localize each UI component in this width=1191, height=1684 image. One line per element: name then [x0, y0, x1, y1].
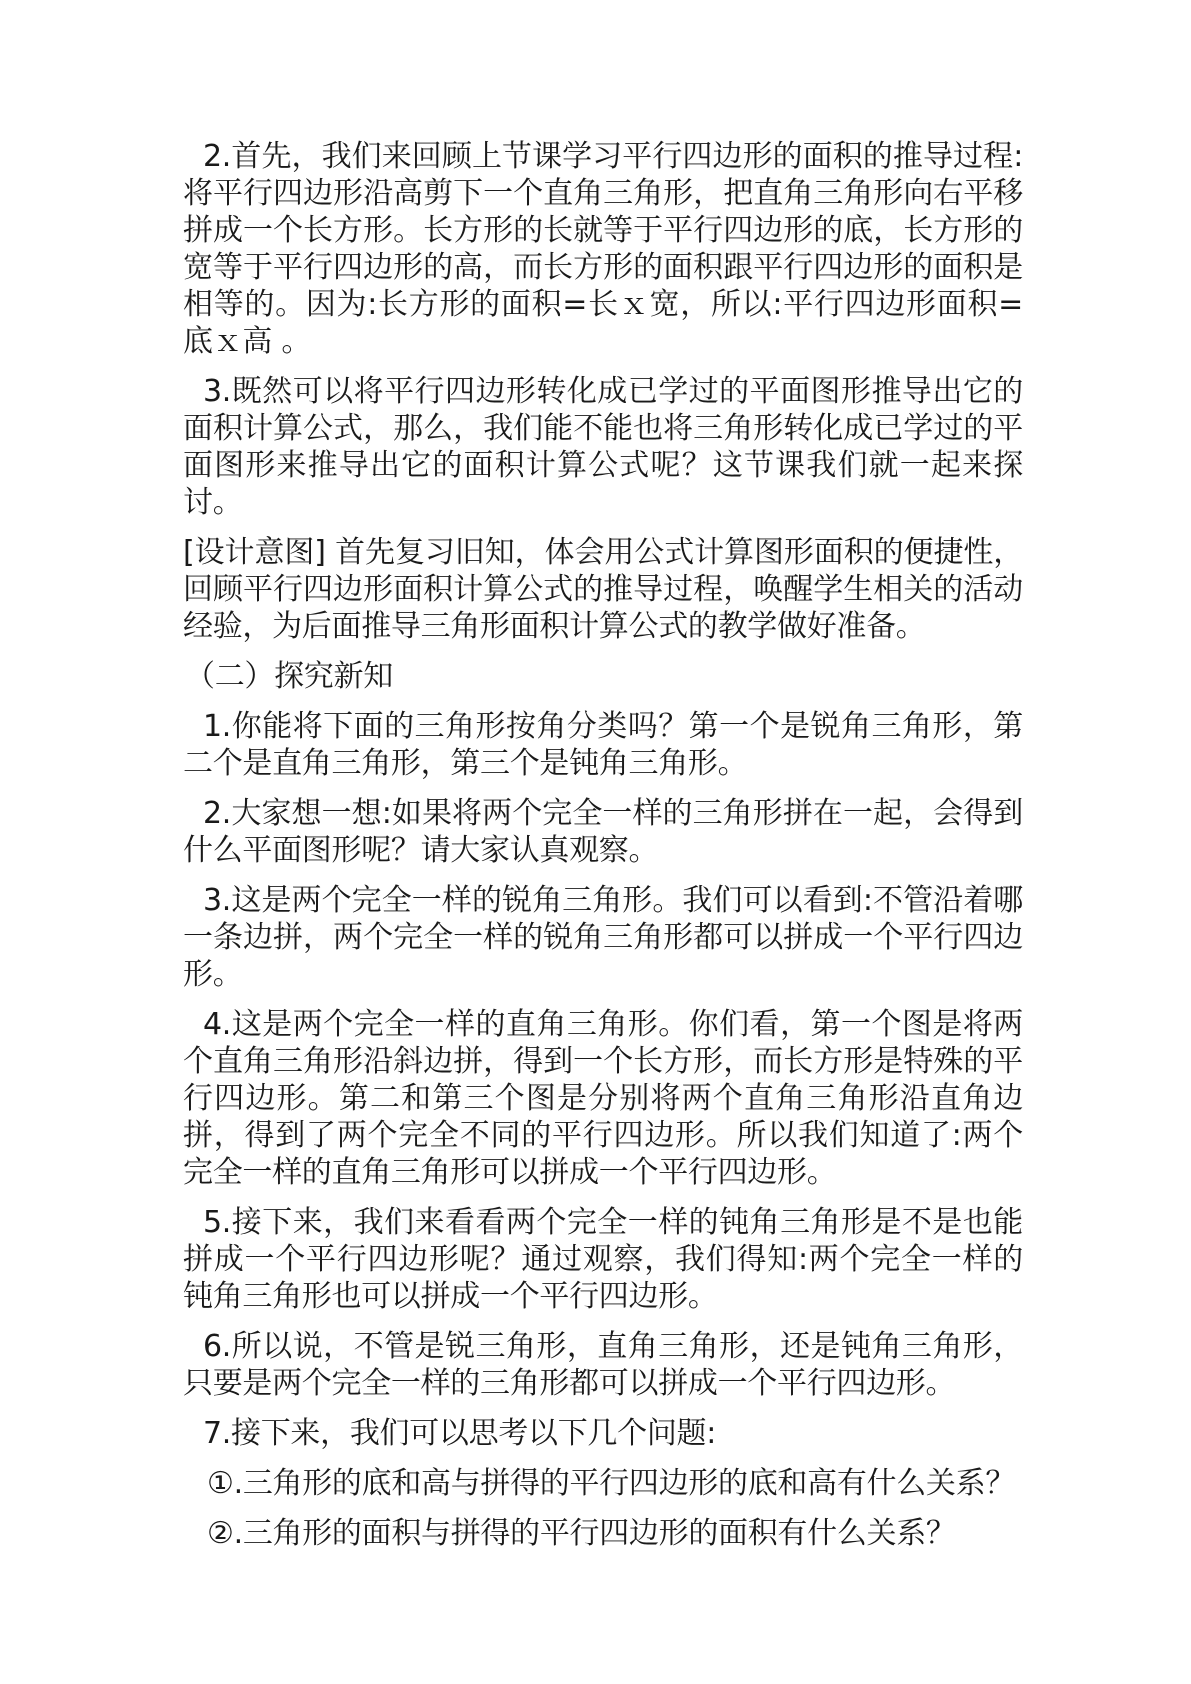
paragraph-explore-1: 1.你能将下面的三角形按角分类吗？第一个是锐角三角形，第二个是直角三角形，第三个是钝角三角形。: [183, 709, 1023, 781]
paragraph-explore-5: 5.接下来，我们来看看两个完全一样的钝角三角形是不是也能拼成一个平行四边形呢？通过观察，我们得知:两个完全一样的钝角三角形也可以拼成一个平行四边形。: [183, 1205, 1023, 1314]
paragraph-review-2: 2.首先，我们来回顾上节课学习平行四边形的面积的推导过程:将平行四边形沿高剪下一个直角三角形，把直角三角形向右平移拼成一个长方形。长方形的长就等于平行四边形的底，长方形的宽等于平行四边形的高，而长方形的面积跟平行四边形的面积是相等的。因为:长方形的面积=长ｘ宽，所以:平行四边形面积=底ｘ高 。: [183, 139, 1023, 359]
document-page: [183, 138, 1023, 1565]
section-heading: （二）探究新知: [185, 659, 393, 694]
paragraph-explore-3: 3.这是两个完全一样的锐角三角形。我们可以看到:不管沿着哪一条边拼，两个完全一样的锐角三角形都可以拼成一个平行四边形。: [183, 883, 1023, 992]
paragraph-explore-4: 4.这是两个完全一样的直角三角形。你们看，第一个图是将两个直角三角形沿斜边拼，得到一个长方形，而长方形是特殊的平行四边形。第二和第三个图是分别将两个直角三角形沿直角边拼，得到了两个完全不同的平行四边形。所以我们知道了:两个完全一样的直角三角形可以拼成一个平行四边形。: [183, 1007, 1023, 1190]
paragraph-review-3: 3.既然可以将平行四边形转化成已学过的平面图形推导出它的面积计算公式，那么，我们能不能也将三角形转化成已学过的平面图形来推导出它的面积计算公式呢？这节课我们就一起来探讨。: [183, 374, 1023, 520]
paragraph-explore-2: 2.大家想一想:如果将两个完全一样的三角形拼在一起，会得到什么平面图形呢？请大家认真观察。: [183, 796, 1023, 868]
question-item-2: ②.三角形的面积与拼得的平行四边形的面积有什么关系？: [207, 1516, 956, 1551]
paragraph-explore-7: 7.接下来，我们可以思考以下几个问题:: [203, 1416, 717, 1451]
paragraph-explore-6: 6.所以说，不管是锐三角形，直角三角形，还是钝角三角形，只要是两个完全一样的三角形都可以拼成一个平行四边形。: [183, 1329, 1023, 1401]
question-item-1: ①.三角形的底和高与拼得的平行四边形的底和高有什么关系？: [207, 1466, 1016, 1501]
paragraph-design-intent: [设计意图] 首先复习旧知，体会用公式计算图形面积的便捷性，回顾平行四边形面积计算公式的推导过程，唤醒学生相关的活动经验，为后面推导三角形面积计算公式的教学做好准备。: [183, 535, 1023, 644]
